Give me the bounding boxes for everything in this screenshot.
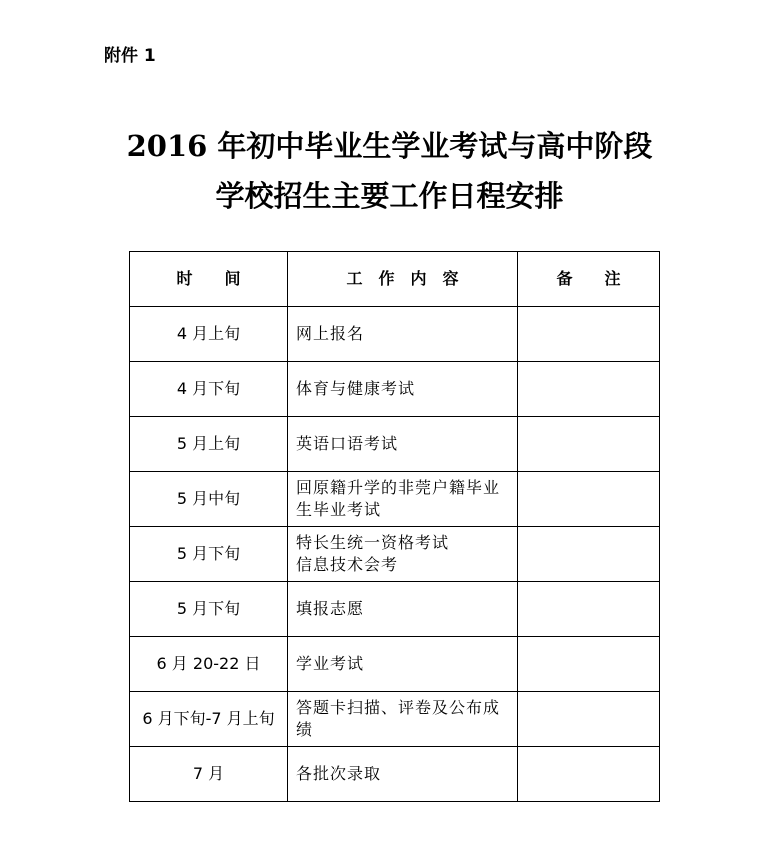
table-row xyxy=(130,637,660,692)
table-row xyxy=(130,472,660,527)
document-title-line-1: 2016 年初中毕业生学业考试与高中阶段 xyxy=(126,129,653,163)
row-content: 各批次录取 xyxy=(288,747,518,802)
row-note xyxy=(518,527,660,582)
row-note xyxy=(518,362,660,417)
row-time: 6 月 20-22 日 xyxy=(130,637,288,692)
row-content: 填报志愿 xyxy=(288,582,518,637)
row-content: 回原籍升学的非莞户籍毕业生毕业考试 xyxy=(288,472,518,527)
row-note xyxy=(518,582,660,637)
table-row xyxy=(130,527,660,582)
row-content: 答题卡扫描、评卷及公布成绩 xyxy=(288,692,518,747)
row-note xyxy=(518,472,660,527)
header-time: 时 间 xyxy=(130,252,288,307)
header-content: 工 作 内 容 xyxy=(288,252,518,307)
row-time: 5 月下旬 xyxy=(130,582,288,637)
schedule-table xyxy=(129,251,660,802)
row-time: 5 月下旬 xyxy=(130,527,288,582)
row-note xyxy=(518,692,660,747)
row-time: 4 月上旬 xyxy=(130,307,288,362)
row-note xyxy=(518,747,660,802)
header-note: 备 注 xyxy=(518,252,660,307)
row-content: 学业考试 xyxy=(288,637,518,692)
row-time: 5 月中旬 xyxy=(130,472,288,527)
row-note xyxy=(518,417,660,472)
row-time: 4 月下旬 xyxy=(130,362,288,417)
table-row xyxy=(130,747,660,802)
attachment-label: 附件 1 xyxy=(104,46,156,66)
row-note xyxy=(518,637,660,692)
row-note xyxy=(518,307,660,362)
row-content: 特长生统一资格考试 信息技术会考 xyxy=(288,527,518,582)
table-row xyxy=(130,417,660,472)
row-content: 体育与健康考试 xyxy=(288,362,518,417)
row-time: 7 月 xyxy=(130,747,288,802)
table-row xyxy=(130,307,660,362)
table-row xyxy=(130,692,660,747)
row-content: 网上报名 xyxy=(288,307,518,362)
table-row xyxy=(130,582,660,637)
document-title-line-2: 学校招生主要工作日程安排 xyxy=(215,179,564,213)
row-time: 6 月下旬-7 月上旬 xyxy=(130,692,288,747)
row-content: 英语口语考试 xyxy=(288,417,518,472)
table-header-row xyxy=(130,252,660,307)
table-row xyxy=(130,362,660,417)
row-time: 5 月上旬 xyxy=(130,417,288,472)
